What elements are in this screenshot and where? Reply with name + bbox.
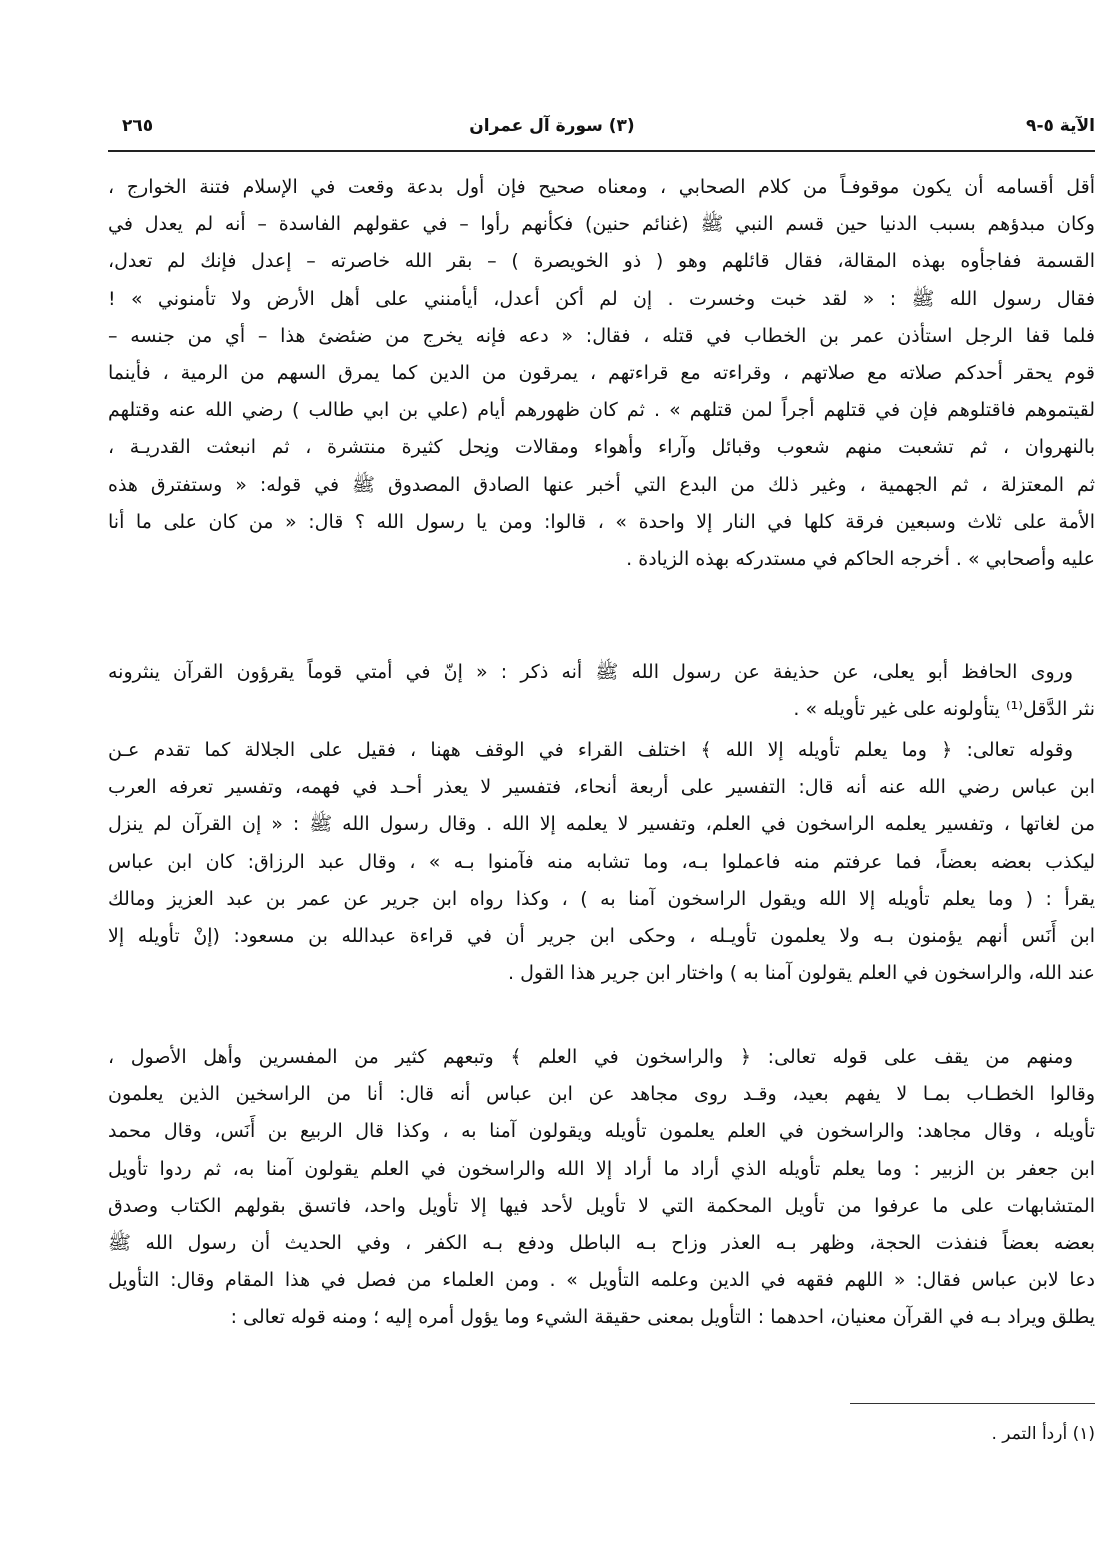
paragraph-4 <box>108 1039 1095 1337</box>
text-line: عند الله، والراسخون في العلم يقولون آمنا به ) واختار ابن جرير هذا القول . <box>508 962 1095 985</box>
footnote: (١) أردأ التمر . <box>991 1424 1095 1444</box>
text-line: عليه وأصحابي » . أخرجه الحاكم في مستدركه بهذه الزيادة . <box>626 547 1095 570</box>
running-head-surah-title: (٣) سورة آل عمران <box>469 116 635 136</box>
text-line: لقيتموهم فاقتلوهم فإن في قتلهم أجراً لمن قتلهم » . ثم كان ظهورهم أيام (علي بن ابي طالب ) رضي الله عنه وقتلهم <box>108 399 1095 422</box>
text-line: القسمة ففاجأوه بهذه المقالة، فقال قائلهم وهو ( ذو الخويصرة ) – بقر الله خاصرته – إعدل فإنك لم تعدل، <box>108 250 1095 273</box>
text-line: وقالوا الخطـاب بمـا لا يفهم بعيد، وقـد روى مجاهد عن ابن عباس أنه قال: أنا من الراسخين الذين يعلمون <box>108 1083 1095 1106</box>
paragraph-1 <box>108 169 1095 578</box>
text-line: بالنهروان ، ثم تشعبت منهم شعوب وقبائل وآراء وأهواء ومقالات ونِحل كثيرة منتشرة ، ثم انبعثت القدريـة ، <box>108 436 1095 459</box>
text-line: ومنهم من يقف على قوله تعالى: ﴿ والراسخون في العلم ﴾ وتبعهم كثير من المفسرين وأهل الأصول ، <box>108 1046 1073 1068</box>
text-line: فلما قفا الرجل استأذن عمر بن الخطاب في قتله ، فقال: « دعه فإنه يخرج من ضئضئ هذا – أي من جنسه – <box>108 324 1095 347</box>
paragraph-3 <box>108 732 1095 992</box>
text-line: ثم المعتزلة ، ثم الجهمية ، وغير ذلك من البدع التي أخبر عنها الصادق المصدوق ﷺ في قوله: « وستفترق هذه <box>108 473 1095 496</box>
text-line: قوم يحقر أحدكم صلاته مع صلاتهم ، وقراءته مع قراءتهم ، يمرقون من الدين كما يمرق السهم من الرمية ، فأينما <box>108 361 1095 384</box>
text-line: ابن أَنَس أنهم يؤمنون بـه ولا يعلمون تأويـله ، وحكى ابن جرير أن في قراءة عبدالله بن مسعود: (إنْ تأويله إلا <box>108 924 1095 947</box>
text-line: يطلق ويراد بـه في القرآن معنيان، احدهما : التأويل بمعنى حقيقة الشيء وما يؤول أمره إليه ؛ ومنه قوله تعالى : <box>230 1306 1095 1329</box>
text-line: المتشابهات على ما عرفوا من تأويل المحكمة التي لا تأويل لأحد فيها إلا تأويل واحد، فاتسق بقولهم الكتاب وصدق <box>108 1194 1095 1217</box>
text-line: أقل أقسامه أن يكون موقوفـاً من كلام الصحابي ، ومعناه صحيح فإن أول بدعة وقعت في الإسلام فتنة الخوارج ، <box>108 176 1095 198</box>
text-line: وقوله تعالى: ﴿ وما يعلم تأويله إلا الله ﴾ اختلف القراء في الوقف ههنا ، فقيل على الجلالة كما تقدم عـن <box>108 739 1073 761</box>
text-line: وكان مبدؤهم بسبب الدنيا حين قسم النبي ﷺ (غنائم حنين) فكأنهم رأوا – في عقولهم الفاسدة – أنه لم يعدل في <box>108 213 1095 236</box>
footnote-rule <box>850 1403 1095 1404</box>
text-line: دعا لابن عباس فقال: « اللهم فقهه في الدين وعلمه التأويل » . ومن العلماء من فصل في هذا المقام وقال: التأويل <box>108 1269 1095 1292</box>
text-line: يقرأ : ( وما يعلم تأويله إلا الله ويقول الراسخون آمنا به ) ، وكذا رواه ابن جرير عن عمر بن عبد العزيز ومالك <box>108 887 1095 910</box>
text-line: فقال رسول الله ﷺ : « لقد خبت وخسرت . إن لم أكن أعدل، أيأمنني على أهل الأرض ولا تأمنوني » ! <box>108 287 1095 310</box>
text-line: تأويله ، وقال مجاهد: والراسخون في العلم يعلمون تأويله ويقولون آمنا به ، وكذا قال الربيع بن أَنَس، وقال محمد <box>108 1120 1095 1143</box>
text-line: ابن عباس رضي الله عنه أنه قال: التفسير على أربعة أنحاء، فتفسير لا يعذر أحـد في فهمه، وتفسير تعرفه العرب <box>108 776 1095 799</box>
text-line: نثر الدَّقل⁽¹⁾ يتأولونه على غير تأويله » . <box>793 698 1095 721</box>
text-line: ليكذب بعضه بعضاً، فما عرفتم منه فاعملوا بـه، وما تشابه منه فآمنوا بـه » ، وقال عبد الرزاق: كان ابن عباس <box>108 850 1095 873</box>
text-line: من لغاتها ، وتفسير يعلمه الراسخون في العلم، وتفسير لا يعلمه إلا الله . وقال رسول الله ﷺ : « إن القرآن لم ينزل <box>108 813 1095 836</box>
text-line: الأمة على ثلاث وسبعين فرقة كلها في النار إلا واحدة » ، قالوا: ومن يا رسول الله ؟ قال: « من كان على ما أنا <box>108 510 1095 533</box>
text-line: ابن جعفر بن الزبير : وما يعلم تأويله الذي أراد ما أراد إلا الله والراسخون في العلم يقولون آمنا به، ثم ردوا تأويل <box>108 1157 1095 1180</box>
header-rule <box>108 150 1095 152</box>
paragraph-2 <box>108 654 1095 728</box>
text-line: وروى الحافظ أبو يعلى، عن حذيفة عن رسول الله ﷺ أنه ذكر : « إنّ في أمتي قوماً يقرؤون القرآن ينثرونه <box>108 661 1073 683</box>
page-number: ٢٦٥ <box>122 116 154 136</box>
text-line: بعضه بعضاً فنفذت الحجة، وظهر بـه العذر وزاح بـه الباطل ودفع بـه الكفر ، وفي الحديث أن رسول الله ﷺ <box>108 1231 1095 1254</box>
running-head-verse-range: الآية ٥-٩ <box>1026 116 1095 136</box>
